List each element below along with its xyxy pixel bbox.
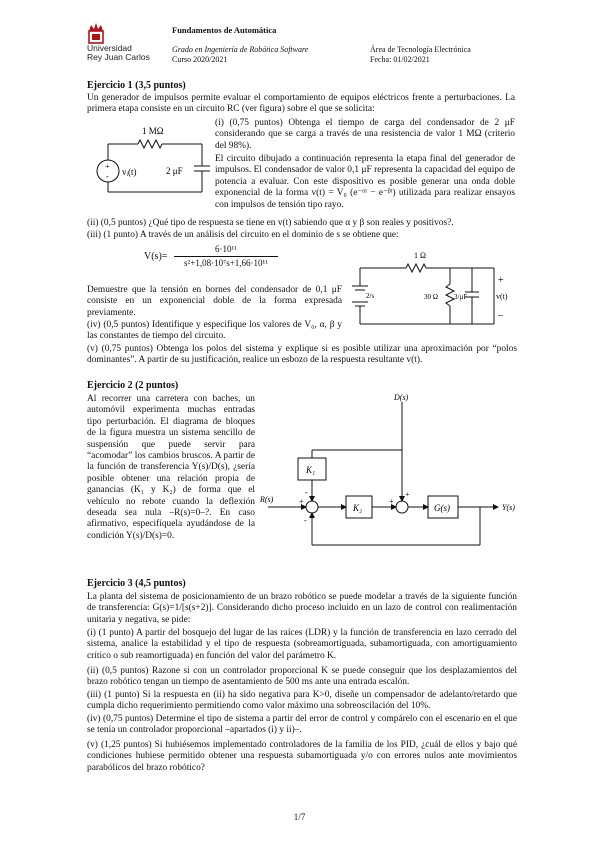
ex3-item-iv: (iv) (0,75 puntos) Determine el tipo de sistema a partir del error de control y compárelo con el escenario en el que se tenía un controlador proporcional –apartados (i) y ii)–. <box>87 714 517 736</box>
degree-name: Grado en Ingeniería de Robótica Software <box>172 45 309 54</box>
university-name-2: Rey Juan Carlos <box>87 52 150 62</box>
eq-numerator: 6·10¹¹ <box>215 244 237 254</box>
ex1-intro: Un generador de impulsos permite evaluar el comportamiento de equipos eléctricos frente a perturbaciones. La primera etapa consiste en un circuito RC (ver figura) sobre el que se solicita: <box>87 93 515 115</box>
area-name: Área de Tecnología Electrónica <box>370 45 471 54</box>
diag-minus-2: - <box>305 488 308 497</box>
c2-r2-label: 30 Ω <box>424 293 438 301</box>
exam-date: Fecha: 01/02/2021 <box>370 55 430 64</box>
ex3-item-i: (i) (1 punto) A partir del bosquejo del lugar de las raíces (LDR) y la función de transferencia en lazo cerrado del sistema, analice la estabilidad y el tipo de respuesta (sobreamortiguada, subamortiguada, con amortiguamiento crítico o sub reamortiguada) en función del valor del parámetro K. <box>87 628 517 661</box>
diag-r-label: R(s) <box>260 495 274 504</box>
page-number: 1/7 <box>293 812 306 822</box>
eq-lhs: V(s)= <box>144 251 168 262</box>
rc-source-label: vᵢ(t) <box>122 167 137 177</box>
ex2-title: Ejercicio 2 (2 puntos) <box>87 380 179 391</box>
rc-plus: + <box>105 162 110 171</box>
ex3-title: Ejercicio 3 (4,5 puntos) <box>87 578 186 589</box>
rc-circuit-diagram <box>90 122 214 198</box>
ex2-text: Al recorrer una carretera con baches, un automóvil experimenta muchas entradas tipo perturbación. El diagrama de bloques de la figura muestra un sistema sencillo de suspensión que puede servir para “acomodar” los cambios bruscos. A partir de la función de transferencia Y(s)/D(s), ¿sería posible obtener una relación propia de ganancias (K₁ y K₂) de forma que el vehículo no rebote cuando la deflexión deseada sea nula –R(s)=0–?. En caso afirmativo, especifíquela ayudándose de la condición Y(s)/D(s)=0. <box>87 394 255 541</box>
ex1-item-v: (v) (0,75 puntos) Obtenga los polos del sistema y explique si es posible utilizar una aproximación por “polos dominantes”. A partir de su justificación, realice un esbozo de la respuesta resultante v(t). <box>87 344 517 366</box>
ex1-title: Ejercicio 1 (3,5 puntos) <box>87 80 186 91</box>
c2-c2-label: 3/μF <box>454 293 468 301</box>
diag-plus-2: + <box>389 497 394 506</box>
c2-source-label: 2/s <box>366 292 375 300</box>
eq-fraction-bar <box>174 256 278 257</box>
diag-k2-block: K₂ <box>353 503 363 513</box>
diag-plus-3: + <box>405 490 410 499</box>
ex3-intro: La planta del sistema de posicionamiento de un brazo robótico se puede modelar a través de la siguiente función de transferencia: G(s)=1/[s(s+2)]. Considerando dicho proceso incluido en un lazo de control con realimentación unitaria y negativa, se pide: <box>87 592 517 625</box>
diag-y-label: Y(s) <box>502 503 515 512</box>
rc-r-label: 1 MΩ <box>142 126 164 136</box>
diag-minus-1: - <box>304 516 307 525</box>
c2-minus: – <box>498 310 503 321</box>
c2-plus: + <box>498 275 504 286</box>
diag-g-block: G(s) <box>434 503 450 513</box>
ex1-paragraph-3: Demuestre que la tensión en bornes del condensador de 0,1 μF consiste en un exponencial doble de la forma expresada previamente. <box>87 285 342 318</box>
suspension-block-diagram <box>258 390 520 568</box>
ex3-item-iii: (iii) (1 punto) Si la respuesta en (ii) ha sido negativa para K>0, diseñe un compensador de adelanto/retardo que cumpla dicho requerimiento permitiendo como valor máximo una sobreoscilación del 10%. <box>87 690 517 712</box>
ex1-item-ii: (ii) (0,5 puntos) ¿Qué tipo de respuesta se tiene en v(t) sabiendo que α y β son reales y positivos?. <box>87 218 454 228</box>
ex1-item-iii: (iii) (1 punto) A través de un análisis del circuito en el dominio de s se obtiene que: <box>87 230 399 240</box>
ex1-item-iv: (iv) (0,5 puntos) Identifique y especifique los valores de V₀, α, β y las constantes de tiempo del circuito. <box>87 320 342 342</box>
ex1-item-i: (i) (0,75 puntos) Obtenga el tiempo de carga del condensador de 2 μF considerando que se carga a través de una resistencia de valor 1 MΩ (criterio del 98%). <box>215 118 515 151</box>
course-name: Fundamentos de Automática <box>172 25 277 35</box>
crown-logo-icon <box>87 22 105 44</box>
impulse-circuit-diagram <box>348 246 518 334</box>
rc-minus: - <box>106 172 109 181</box>
ex3-item-ii: (ii) (0,5 puntos) Razone si con un controlador proporcional K se puede conseguir que los desplazamientos del brazo robótico tengan un tiempo de asentamiento de 500 ms ante una entrada escalón. <box>87 666 517 688</box>
ex3-item-v: (v) (1,25 puntos) Si hubiésemos implementado controladores de la familia de los PID, ¿cuál de ellos y bajo qué condiciones hubiese permitido obtener una respuesta subamortiguada y/o con errores nulos ante movimientos parabólicos del brazo robótico? <box>87 740 517 773</box>
academic-year: Curso 2020/2021 <box>172 55 228 64</box>
diag-k1-block: K₁ <box>306 465 316 475</box>
ex1-paragraph-2: El circuito dibujado a continuación representa la etapa final del generador de impulsos. El condensador de valor 0,1 μF representa la capacidad del equipo de potencia a evaluar. Con este dispositivo es posible generar una onda doble exponencial de la forma v(t) = V₀ (e⁻ᵅᵗ − e⁻ᵝᵗ) utilizada para realizar ensayos con impulsos de tensión tipo rayo. <box>215 154 515 210</box>
c2-r-label: 1 Ω <box>414 251 426 260</box>
c2-v-label: v(t) <box>496 292 508 301</box>
diag-d-label: D(s) <box>394 393 409 402</box>
rc-c-label: 2 μF <box>166 166 183 176</box>
eq-denominator: s²+1,08·10⁷s+1,66·10¹¹ <box>184 258 268 268</box>
diag-plus-1: + <box>299 497 304 506</box>
university-name-1: Universidad <box>87 43 132 53</box>
